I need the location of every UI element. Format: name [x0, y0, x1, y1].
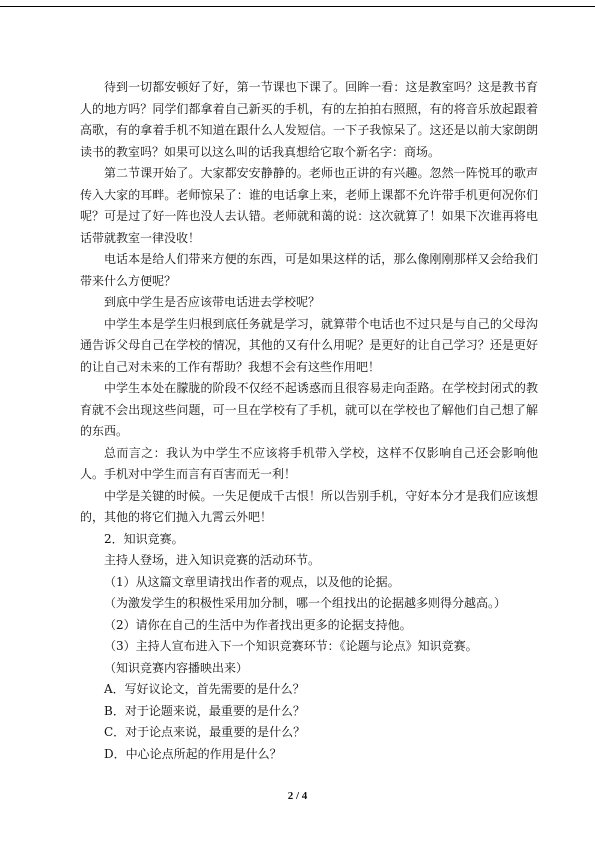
paragraph: 第二节课开始了。大家都安安静静的。老师也正讲的有兴趣。忽然一阵悦耳的歌声传入大家的耳畔。老师惊呆了：谁的电话拿上来，老师上课都不允许带手机更何况你们呢？可是过了好一阵也没人去认错。老师就和蔼的说：这次就算了！如果下次谁再将电话带就教室一律没收！: [80, 166, 538, 245]
document-body: [80, 77, 538, 765]
paragraph: 总而言之：我认为中学生不应该将手机带入学校，这样不仅影响自己还会影响他人。手机对中学生而言有百害而无一利！: [80, 445, 538, 481]
list-item: （3）主持人宣布进入下一个知识竞赛环节：《论题与论点》知识竞赛。: [104, 639, 478, 653]
paragraph: 中学是关键的时候。一失足便成千古恨！所以告别手机，守好本分才是我们应该想的，其他的将它们抛入九霄云外吧！: [80, 488, 538, 524]
paragraph: 中学生本处在朦胧的阶段不仅经不起诱惑而且很容易走向歪路。在学校封闭式的教育就不会出现这些问题，可一旦在学校有了手机，就可以在学校也了解他们自己想了解的东西。: [80, 381, 538, 438]
paragraph: 待到一切都安顿好了好，第一节课也下课了。回眸一看：这是教室吗？这是教书育人的地方吗？同学们都拿着自己新买的手机，有的左拍拍右照照，有的将音乐放起跟着高歌，有的拿着手机不知道在跟什么人发短信。一下子我惊呆了。这还是以前大家朗朗读书的教室吗？如果可以这么叫的话我真想给它取个新名字：商场。: [80, 80, 538, 159]
paragraph: 到底中学生是否应该带电话进去学校呢？: [104, 295, 321, 309]
section-heading: 2．知识竞赛。: [104, 531, 184, 546]
page-number: 2 / 4: [287, 790, 308, 802]
list-item: （1）从这篇文章里请找出作者的观点，以及他的论据。: [104, 574, 400, 589]
list-item: （为激发学生的积极性采用加分制，哪一个组找出的论据越多则得分越高。）: [104, 596, 507, 610]
question-item: A．写好议论文，首先需要的是什么？: [104, 682, 305, 696]
question-item: B．对于论题来说，最重要的是什么？: [104, 703, 305, 718]
header-rule: [0, 6, 595, 7]
paragraph: 电话本是给人们带来方便的东西，可是如果这样的话，那么像刚刚那样又会给我们带来什么方便呢？: [80, 252, 538, 288]
paragraph: 主持人登场，进入知识竞赛的活动环节。: [104, 553, 321, 567]
list-item: （2）请你在自己的生活中为作者找出更多的论据支持他。: [104, 617, 412, 632]
list-item: （知识竞赛内容播映出来）: [104, 660, 249, 675]
question-item: C．对于论点来说，最重要的是什么？: [104, 725, 306, 739]
paragraph: 中学生本是学生归根到底任务就是学习，就算带个电话也不过只是与自己的父母沟通告诉父母自己在学校的情况，其他的又有什么用呢？是更好的让自己学习？还是更好的让自己对未来的工作有帮助？我想不会有这些作用吧！: [80, 316, 538, 374]
question-item: D．中心论点所起的作用是什么？: [104, 746, 282, 761]
